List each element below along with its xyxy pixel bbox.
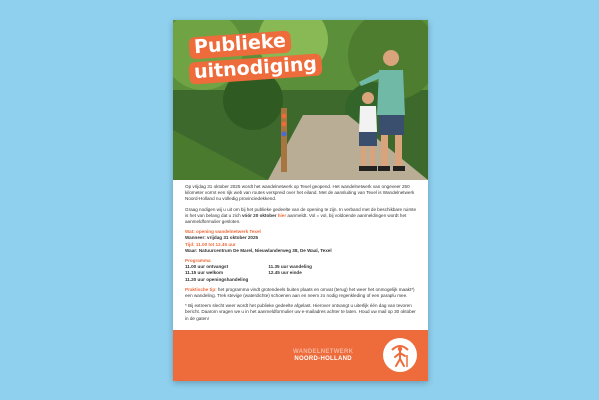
practical-tip	[185, 287, 417, 299]
title-line-2: uitnodiging	[188, 53, 322, 84]
programma-col-2	[268, 264, 312, 283]
intro-paragraph-2	[185, 207, 417, 226]
intro-paragraph-1: Op vrijdag 31 oktober 2025 wordt het wandelnetwerk op Texel geopend. Het wandelnetwerk van ongeveer 250 kilometer vormt een rijk web van routes verspreid over het eiland. Met de aansluiting van Texel is Wandelnetwerk Noord-Holland nu volledig provinciedekkend.	[185, 184, 415, 202]
intro-text-a: Graag nodigen wij u uit om bij het publieke gedeelte van de opening te zijn. In verband met de beschikbare ruimte is het van belang dat u zich	[185, 206, 417, 218]
wandelnetwerk-logo-icon	[383, 338, 417, 372]
programma-item: 12.45 uur einde	[268, 270, 302, 276]
signup-link[interactable]: hier	[277, 212, 287, 218]
tip-label: Praktische tip:	[185, 286, 217, 292]
footer-band	[173, 330, 428, 381]
invitation-flyer	[173, 20, 428, 381]
brand-line-1: WANDELNETWERK	[293, 349, 354, 355]
event-time: Tijd: 11.00 tot 12.45 uur	[185, 241, 236, 247]
event-when: Wanneer: vrijdag 31 oktober 2025	[185, 235, 259, 241]
brand-wordmark	[293, 349, 353, 363]
hero-photo	[173, 20, 428, 180]
event-details	[185, 229, 417, 254]
programma-item: 11.20 uur openingshandeling	[185, 276, 249, 282]
programma-col-1	[185, 264, 248, 283]
programma-list	[185, 264, 417, 283]
programma-item: 11.00 uur ontvangst	[185, 264, 229, 270]
event-heading: Wat: opening wandelnetwerk Texel	[185, 229, 261, 235]
programma-item: 11.35 uur wandeling	[268, 264, 312, 270]
event-where: Waar: Natuurcentrum De Marel, Nieuwlanderweg 38, De Waal, Texel	[185, 247, 332, 253]
tip-text: het programma vindt grotendeels buiten plaats en omvat (terug) het weer het onmogelijk maakt*) een wandeling. Trek stevige (waterdichte) schoenen aan en neem zo nodig regenkleding of een paraplu mee.	[185, 286, 415, 299]
title-line-1: Publieke	[188, 30, 291, 59]
programma-item: 11.15 uur welkom	[185, 270, 224, 276]
weather-note: * Bij extreem slecht weer wordt het publieke gedeelte afgelast. Hierover ontvangt u uiterlijk één dag van tevoren bericht. Daarom vragen we u in het aanmeldformulier uw e-mailadres achter te laten. Houd uw mail op 30 oktober in de gaten!	[185, 303, 416, 321]
flyer-title	[189, 29, 322, 84]
programma-heading: Programma	[185, 258, 211, 264]
intro-text-e: aanmeldt. Vol = vol, bij voldoende aanmeldingen wordt het aanmeldformulier gesloten.	[185, 212, 407, 225]
flyer-body	[185, 184, 417, 326]
deadline-text: vóór 20 oktober	[241, 212, 277, 218]
brand-line-2: NOORD-HOLLAND	[294, 356, 352, 362]
